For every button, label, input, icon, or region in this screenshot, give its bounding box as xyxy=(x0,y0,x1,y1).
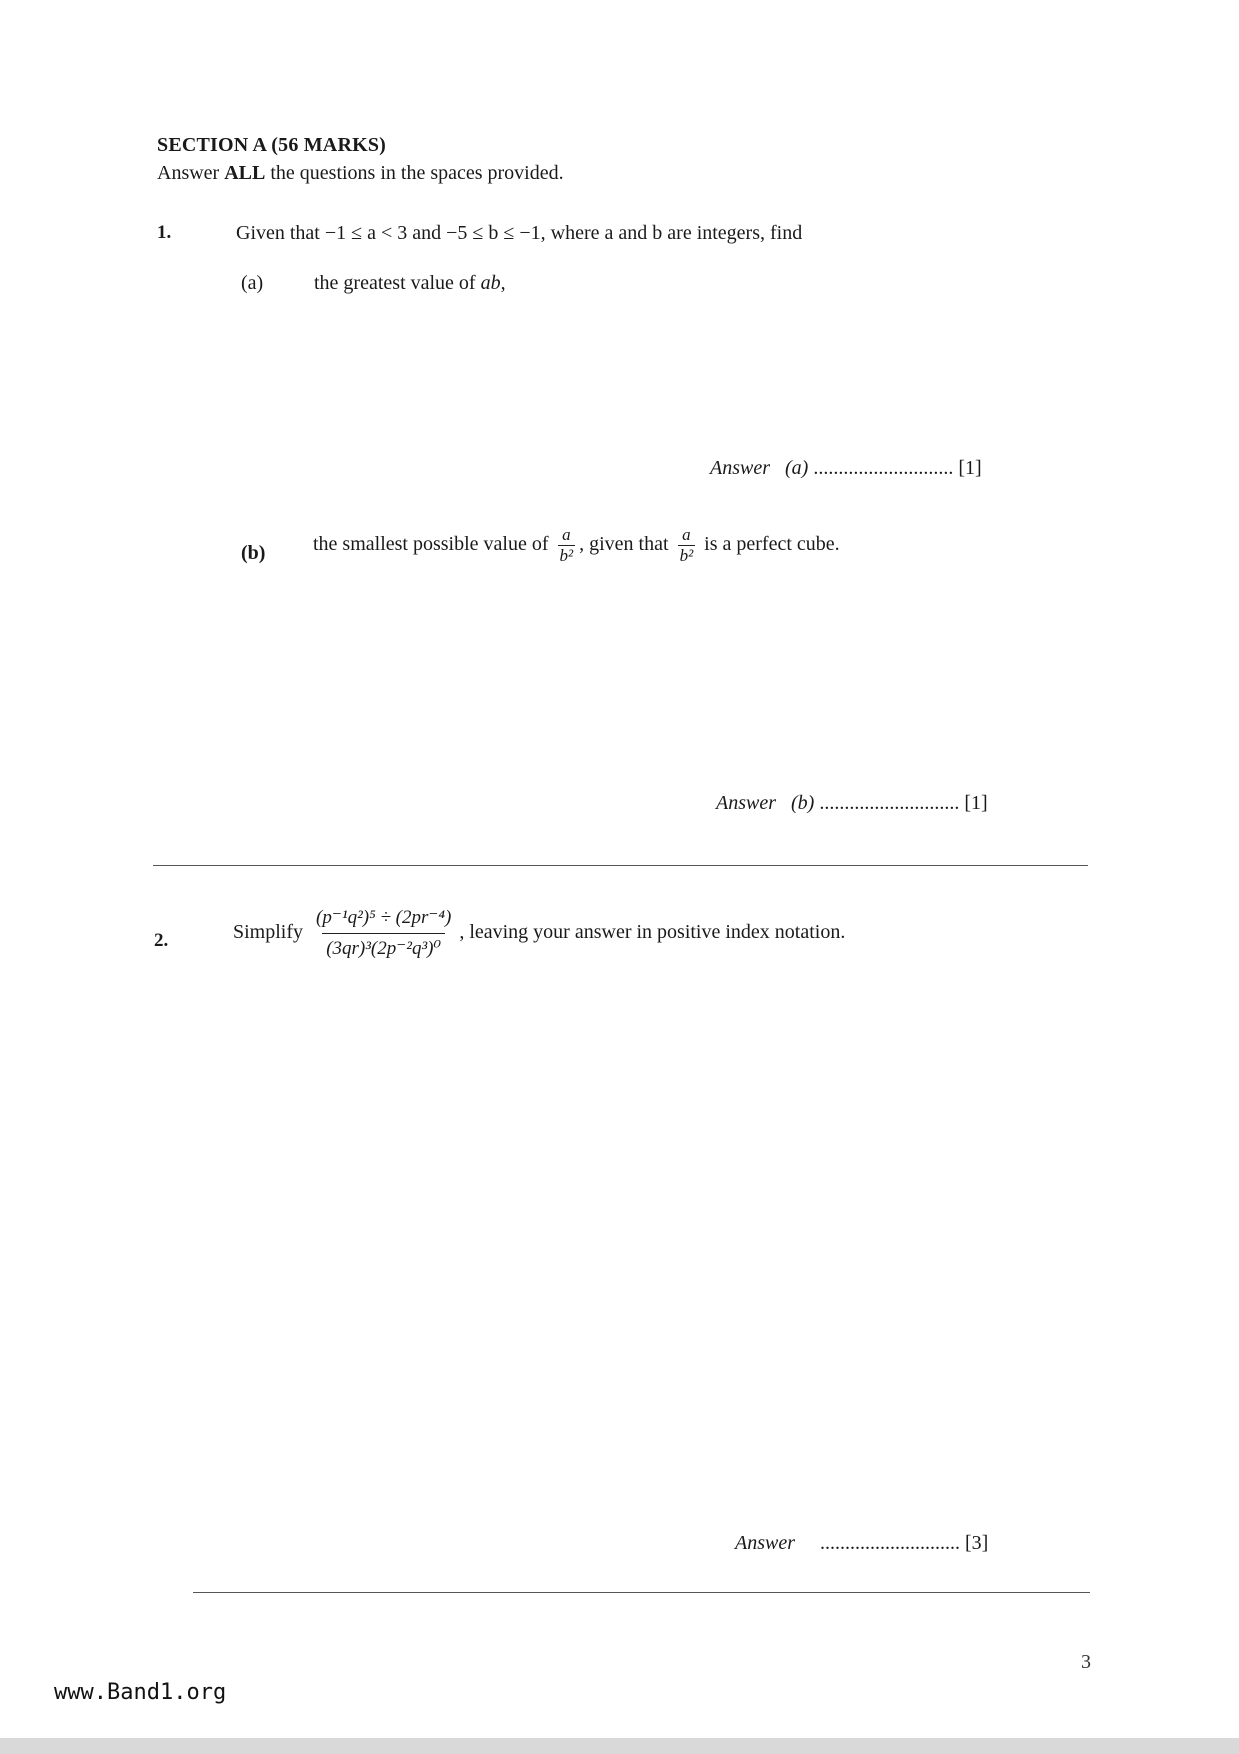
q1b-frac2-num: a xyxy=(682,525,691,544)
section-title: SECTION A (56 MARKS) xyxy=(157,134,387,156)
section-instruction xyxy=(157,162,564,185)
q1b-fraction-1 xyxy=(558,525,576,566)
q2-answer-label: Answer xyxy=(735,1532,795,1554)
question-1-number: 1. xyxy=(157,222,172,243)
q1a-label: (a) xyxy=(241,272,264,294)
q1b-label: (b) xyxy=(241,542,266,564)
q2-text-pre: Simplify xyxy=(233,921,304,944)
q1b-text-post: is a perfect cube. xyxy=(704,533,840,556)
q1a-var: ab xyxy=(480,272,501,294)
q1b-frac1-den: b² xyxy=(559,546,574,565)
question-1-stem: Given that −1 ≤ a < 3 and −5 ≤ b ≤ −1, where a and b are integers, find xyxy=(236,222,803,244)
q1b-fraction-2 xyxy=(678,525,696,566)
divider-line-bottom xyxy=(193,1592,1090,1593)
divider-line xyxy=(153,865,1088,866)
instruction-bold: ALL xyxy=(224,162,266,184)
q1b-text xyxy=(313,525,840,566)
question-2-number: 2. xyxy=(154,930,169,951)
q1b-marks: [1] xyxy=(964,792,988,814)
q1a-answer-part: (a) xyxy=(785,457,809,479)
q1a-marks: [1] xyxy=(958,457,982,479)
q1b-text-mid: , given that xyxy=(579,533,669,556)
q1a-text xyxy=(314,272,506,295)
question-2-text xyxy=(233,903,845,964)
scan-edge xyxy=(0,1738,1239,1754)
q2-answer-dots[interactable]: ............................ xyxy=(820,1532,960,1554)
q2-text-post: , leaving your answer in positive index notation. xyxy=(459,921,846,944)
q2-fraction xyxy=(312,903,455,964)
q1b-answer-label: Answer xyxy=(716,792,776,814)
q1b-answer-dots[interactable]: ............................ xyxy=(819,792,960,814)
q1a-answer-line xyxy=(710,457,982,480)
q1b-answer-part: (b) xyxy=(791,792,815,814)
footer-url[interactable]: www.Band1.org xyxy=(54,1680,227,1705)
q2-denominator: (3qr)³(2p⁻²q³)⁰ xyxy=(322,933,445,964)
q1b-answer-line xyxy=(716,792,988,815)
q1a-text-post: , xyxy=(500,272,506,294)
instruction-pre: Answer xyxy=(157,162,225,184)
q1a-answer-dots[interactable]: ............................ xyxy=(813,457,954,479)
q2-answer-line xyxy=(735,1532,988,1555)
q1a-answer-label: Answer xyxy=(710,457,770,479)
q1a-text-pre: the greatest value of xyxy=(314,272,481,294)
instruction-post: the questions in the spaces provided. xyxy=(265,162,564,184)
q1b-frac2-den: b² xyxy=(679,546,694,565)
q1b-frac1-num: a xyxy=(562,525,571,544)
q2-numerator: (p⁻¹q²)⁵ ÷ (2pr⁻⁴) xyxy=(316,907,452,928)
page-number: 3 xyxy=(1081,1651,1091,1673)
q2-marks: [3] xyxy=(965,1532,989,1554)
q1b-text-pre: the smallest possible value of xyxy=(313,533,549,556)
